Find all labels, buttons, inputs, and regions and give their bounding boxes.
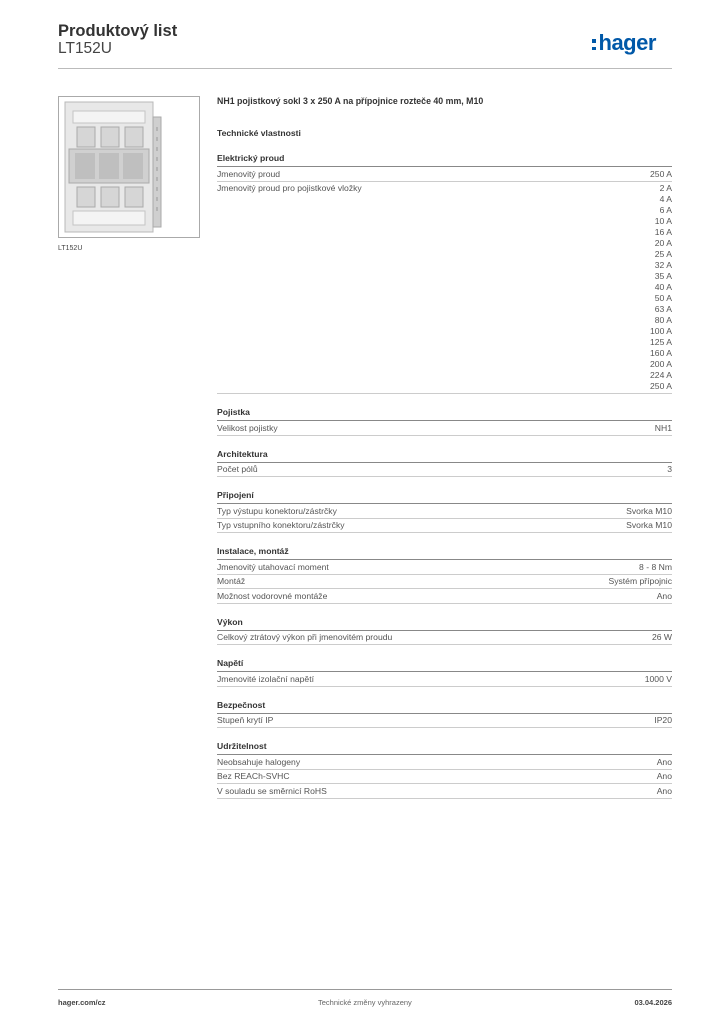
spec-value: 26 W (651, 632, 672, 642)
spec-group-title: Instalace, montáž (217, 546, 672, 560)
spec-group-title: Připojení (217, 490, 672, 504)
spec-value: 200 A (650, 359, 672, 369)
spec-values (650, 169, 672, 180)
spec-label: Celkový ztrátový výkon při jmenovitém proudu (217, 632, 393, 642)
spec-value: 125 A (650, 337, 672, 347)
spec-group-title: Bezpečnost (217, 700, 672, 714)
spec-row (217, 714, 672, 729)
footer-notice: Technické změny vyhrazeny (318, 998, 412, 1007)
spec-row (217, 463, 672, 478)
spec-label: Bez REACh-SVHC (217, 771, 290, 781)
spec-value: NH1 (654, 422, 672, 433)
spec-group (217, 617, 672, 646)
spec-value: 50 A (654, 293, 672, 303)
spec-value: 160 A (650, 348, 672, 358)
spec-group (217, 546, 672, 604)
spec-row (217, 755, 672, 770)
spec-value: 4 A (659, 194, 672, 204)
spec-row (217, 575, 672, 590)
spec-label: Typ výstupu konektoru/zástrčky (217, 505, 337, 516)
spec-value: Ano (656, 771, 672, 781)
specs-title: Technické vlastnosti (217, 128, 301, 138)
spec-value: 6 A (659, 205, 672, 215)
spec-values (652, 632, 672, 643)
spec-label: Velikost pojistky (217, 422, 278, 433)
spec-value: Svorka M10 (626, 505, 672, 516)
spec-row (217, 167, 672, 182)
spec-value: 250 A (650, 168, 672, 179)
spec-label: Možnost vodorovné montáže (217, 590, 328, 601)
spec-row (217, 560, 672, 575)
spec-value: 16 A (654, 227, 672, 237)
logo-text: hager (598, 30, 656, 55)
spec-values (657, 771, 672, 782)
spec-values (626, 520, 672, 531)
spec-group (217, 741, 672, 799)
spec-value: 2 A (659, 183, 672, 193)
spec-group-title: Elektrický proud (217, 153, 672, 167)
spec-value: Ano (656, 590, 672, 601)
spec-values (608, 576, 672, 587)
spec-values (657, 757, 672, 768)
spec-group (217, 658, 672, 687)
product-image (58, 96, 200, 238)
spec-value: 40 A (654, 282, 672, 292)
spec-value: 10 A (654, 216, 672, 226)
spec-row (217, 182, 672, 395)
spec-value: Svorka M10 (626, 520, 672, 530)
spec-row (217, 504, 672, 519)
spec-label: Jmenovitý proud (217, 168, 281, 179)
spec-values (654, 715, 672, 726)
spec-label: Neobsahuje halogeny (217, 756, 301, 767)
spec-label: Jmenovité izolační napětí (217, 673, 314, 684)
spec-label: Montáž (217, 576, 246, 586)
spec-value: 63 A (654, 304, 672, 314)
spec-group-title: Výkon (217, 617, 672, 631)
spec-row (217, 519, 672, 534)
spec-value: Ano (656, 756, 672, 767)
spec-value: IP20 (654, 715, 672, 725)
spec-value: 1000 V (644, 673, 672, 684)
spec-values (626, 506, 672, 517)
product-image-caption: LT152U (58, 245, 83, 252)
spec-value: Systém přípojnic (608, 576, 672, 586)
spec-row (217, 589, 672, 604)
spec-value: 224 A (650, 370, 672, 380)
spec-value: 250 A (650, 381, 672, 391)
spec-row (217, 421, 672, 436)
product-name: NH1 pojistkový sokl 3 x 250 A na přípojnice rozteče 40 mm, M10 (217, 96, 484, 106)
footer-website: hager.com/cz (58, 998, 106, 1007)
spec-group-title: Architektura (217, 449, 672, 463)
spec-group-title: Napětí (217, 658, 672, 672)
page-title: Produktový list (58, 22, 178, 40)
hager-logo (592, 30, 674, 56)
spec-values (655, 423, 672, 434)
spec-values (645, 674, 672, 685)
spec-label: Stupeň krytí IP (217, 715, 274, 725)
footer-date: 03.04.2026 (634, 998, 672, 1007)
spec-groups (217, 153, 672, 799)
spec-group (217, 449, 672, 478)
spec-label: V souladu se směrnicí RoHS (217, 785, 327, 796)
spec-values (667, 464, 672, 475)
spec-value: 3 (667, 464, 672, 474)
spec-row (217, 631, 672, 646)
spec-group-title: Pojistka (217, 407, 672, 421)
spec-values (650, 183, 672, 392)
spec-label: Jmenovitý proud pro pojistkové vložky (217, 183, 362, 193)
spec-value: 80 A (654, 315, 672, 325)
spec-value: 35 A (654, 271, 672, 281)
logo-dots-icon (592, 39, 596, 50)
spec-row (217, 770, 672, 785)
spec-value: 32 A (654, 260, 672, 270)
spec-value: 8 - 8 Nm (639, 561, 672, 572)
spec-values (657, 591, 672, 602)
spec-group (217, 700, 672, 729)
product-code: LT152U (58, 40, 112, 57)
spec-values (657, 786, 672, 797)
spec-group (217, 490, 672, 533)
spec-value: 20 A (654, 238, 672, 248)
footer-divider (58, 989, 672, 990)
spec-values (639, 562, 672, 573)
spec-group (217, 153, 672, 394)
spec-group-title: Udržitelnost (217, 741, 672, 755)
spec-label: Typ vstupního konektoru/zástrčky (217, 520, 345, 530)
spec-value: 25 A (654, 249, 672, 259)
spec-section (217, 96, 672, 799)
spec-row (217, 784, 672, 799)
spec-row (217, 672, 672, 687)
spec-label: Počet pólů (217, 464, 258, 474)
spec-label: Jmenovitý utahovací moment (217, 561, 329, 572)
spec-value: 100 A (650, 326, 672, 336)
spec-value: Ano (656, 785, 672, 796)
header-divider (58, 68, 672, 69)
spec-group (217, 407, 672, 436)
